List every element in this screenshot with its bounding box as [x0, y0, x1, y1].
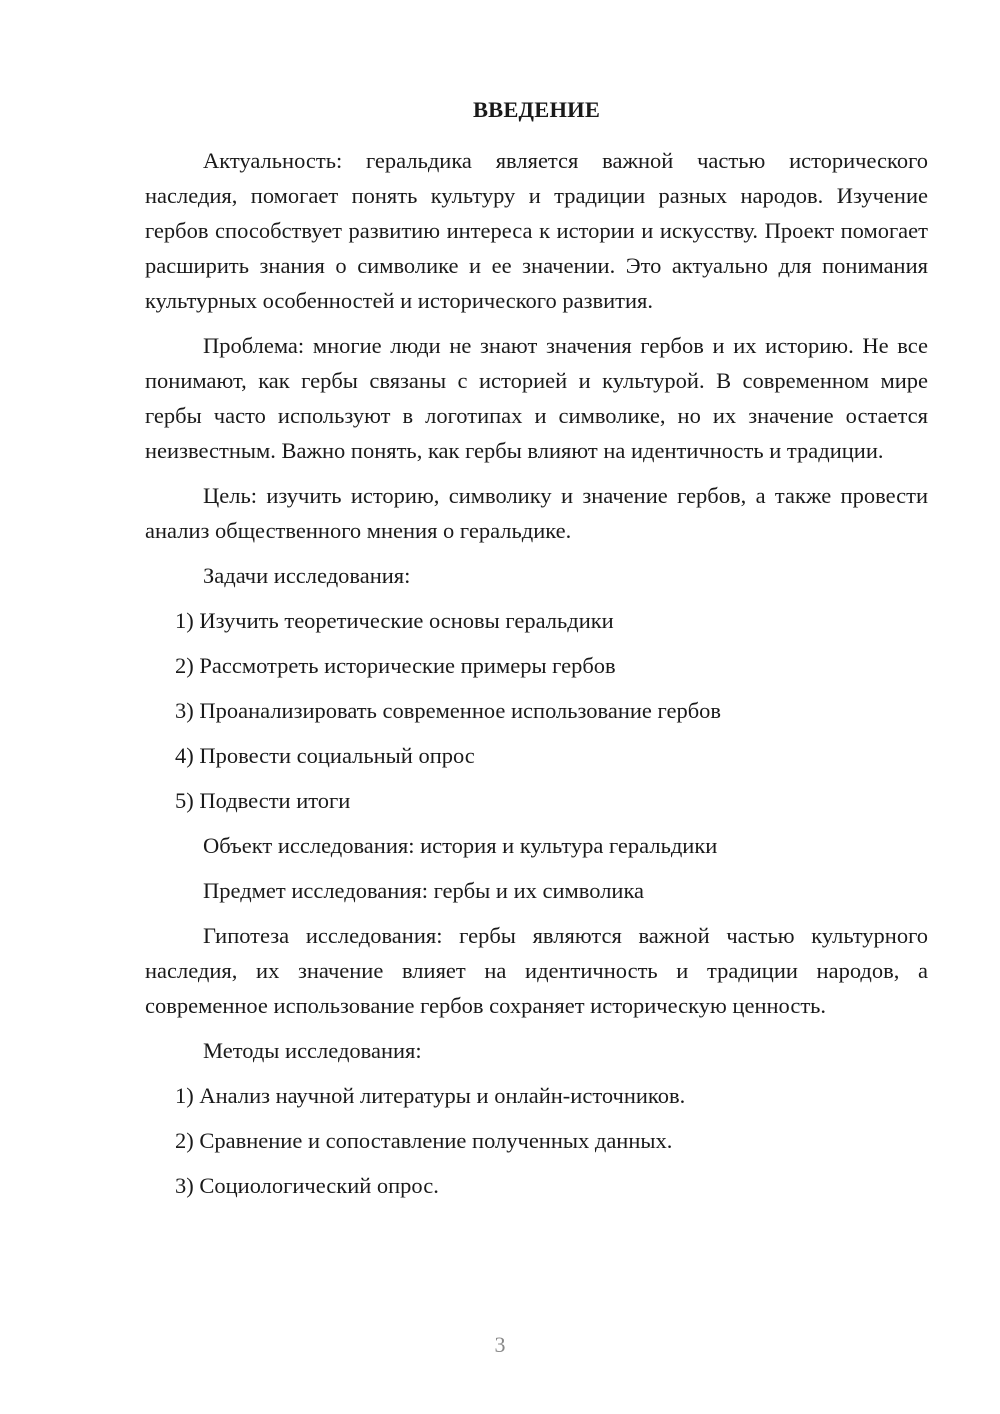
method-item: 3) Социологический опрос.	[175, 1173, 439, 1198]
research-object: Объект исследования: история и культура геральдики	[203, 833, 718, 858]
task-item: 4) Провести социальный опрос	[175, 743, 475, 768]
method-item: 2) Сравнение и сопоставление полученных данных.	[175, 1128, 673, 1153]
tasks-heading: Задачи исследования:	[203, 563, 411, 588]
task-item: 2) Рассмотреть исторические примеры гербов	[175, 653, 616, 678]
hypothesis-paragraph: Гипотеза исследования: гербы являются важной частью культурного наследия, их значение влияет на идентичность и традиции народов, а современное использование гербов сохраняет историческую ценность.	[145, 923, 928, 1018]
task-item: 1) Изучить теоретические основы геральдики	[175, 608, 614, 633]
page-number: 3	[494, 1332, 506, 1357]
page-title: ВВЕДЕНИЕ	[472, 97, 601, 122]
research-subject: Предмет исследования: гербы и их символика	[203, 878, 645, 903]
document-page	[145, 92, 928, 1213]
task-item: 3) Проанализировать современное использование гербов	[175, 698, 722, 723]
goal-paragraph: Цель: изучить историю, символику и значение гербов, а также провести анализ общественного мнения о геральдике.	[145, 483, 928, 543]
problem-paragraph: Проблема: многие люди не знают значения гербов и их историю. Не все понимают, как гербы связаны с историей и культурой. В современном мире гербы часто используют в логотипах и символике, но их значение остается неизвестным. Важно понять, как гербы влияют на идентичность и традиции.	[145, 333, 928, 463]
methods-heading: Методы исследования:	[203, 1038, 422, 1063]
method-item: 1) Анализ научной литературы и онлайн-источников.	[175, 1083, 686, 1108]
task-item: 5) Подвести итоги	[175, 788, 351, 813]
relevance-paragraph: Актуальность: геральдика является важной частью исторического наследия, помогает понять культуру и традиции разных народов. Изучение гербов способствует развитию интереса к истории и искусству. Проект помогает расширить знания о символике и ее значении. Это актуально для понимания культурных особенностей и исторического развития.	[145, 148, 928, 313]
